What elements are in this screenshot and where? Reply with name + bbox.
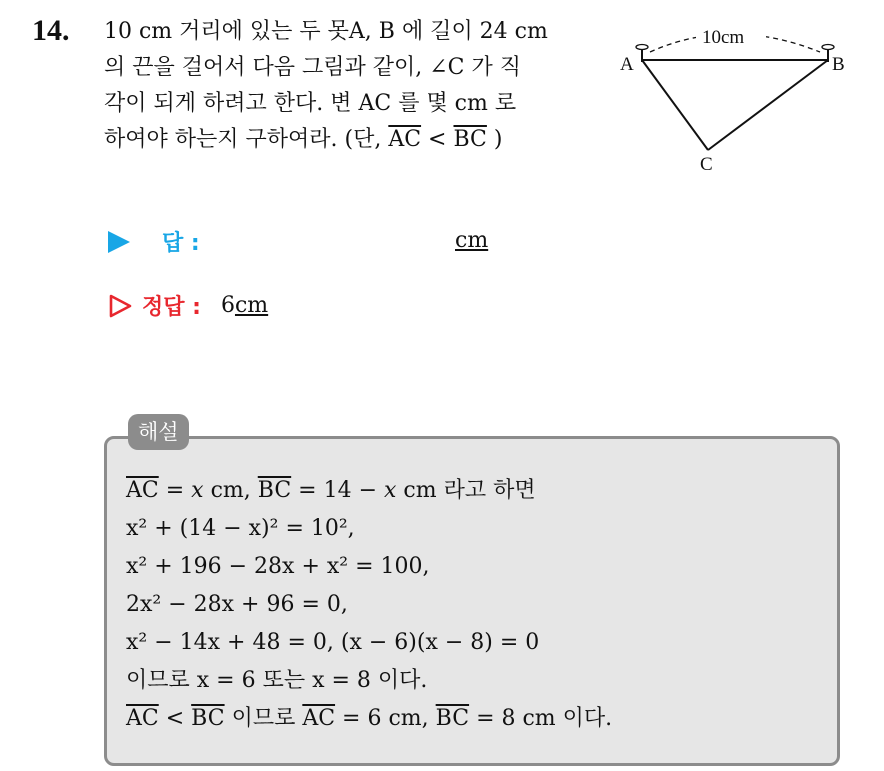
- answer-row: [108, 226, 200, 257]
- correct-answer-value: 6cm: [220, 293, 269, 318]
- solution-line: x² + (14 − x)² = 10²,: [126, 516, 355, 541]
- label-a: A: [620, 54, 634, 75]
- question-text: [104, 14, 604, 158]
- question-line: 하여야 하는지 구하여라. (단, $\overline{AC} < \overline{BC}$ ): [104, 127, 503, 152]
- play-arrow-icon: [108, 231, 130, 253]
- label-c: C: [700, 154, 713, 175]
- segment-bc: $\overline{BC}$: [453, 127, 487, 152]
- question-line: 각이 되게 하려고 한다. 변 AC 를 몇 cm 로: [104, 91, 517, 116]
- answer-label: 답 :: [162, 231, 200, 256]
- question-line: 10 cm 거리에 있는 두 못A, B 에 길이 24 cm: [104, 19, 548, 44]
- segment-bc-line: [708, 60, 828, 150]
- question-number: 14.: [32, 14, 70, 47]
- outline-arrow-icon: [108, 294, 132, 318]
- solution-tab: 해설: [128, 414, 189, 450]
- segment-ac-line: [642, 60, 708, 150]
- solution-line: $\overline{AC} = x$ cm, $\overline{BC} = 14 - x$ cm 라고 하면: [126, 478, 536, 503]
- solution-lines: [126, 472, 612, 738]
- solution-line: 이므로 x = 6 또는 x = 8 이다.: [126, 668, 428, 693]
- correct-answer-label: 정답 :: [142, 295, 201, 320]
- solution-line: x² − 14x + 48 = 0, (x − 6)(x − 8) = 0: [126, 630, 540, 655]
- label-b: B: [832, 54, 845, 75]
- answer-unit-blank[interactable]: cm: [455, 228, 489, 253]
- distance-label: 10cm: [702, 27, 745, 48]
- solution-line: $\overline{AC} < \overline{BC}$ 이므로 $\overline{AC} = 6$ cm, $\overline{BC} = 8$ cm 이다.: [126, 706, 613, 731]
- solution-line: x² + 196 − 28x + x² = 100,: [126, 554, 430, 579]
- correct-answer-row: [108, 290, 268, 321]
- question-line: 의 끈을 걸어서 다음 그림과 같이, ∠C 가 직: [104, 55, 521, 80]
- triangle-figure: [610, 22, 860, 182]
- solution-line: 2x² − 28x + 96 = 0,: [126, 592, 348, 617]
- segment-ac: $\overline{AC}$: [388, 127, 422, 152]
